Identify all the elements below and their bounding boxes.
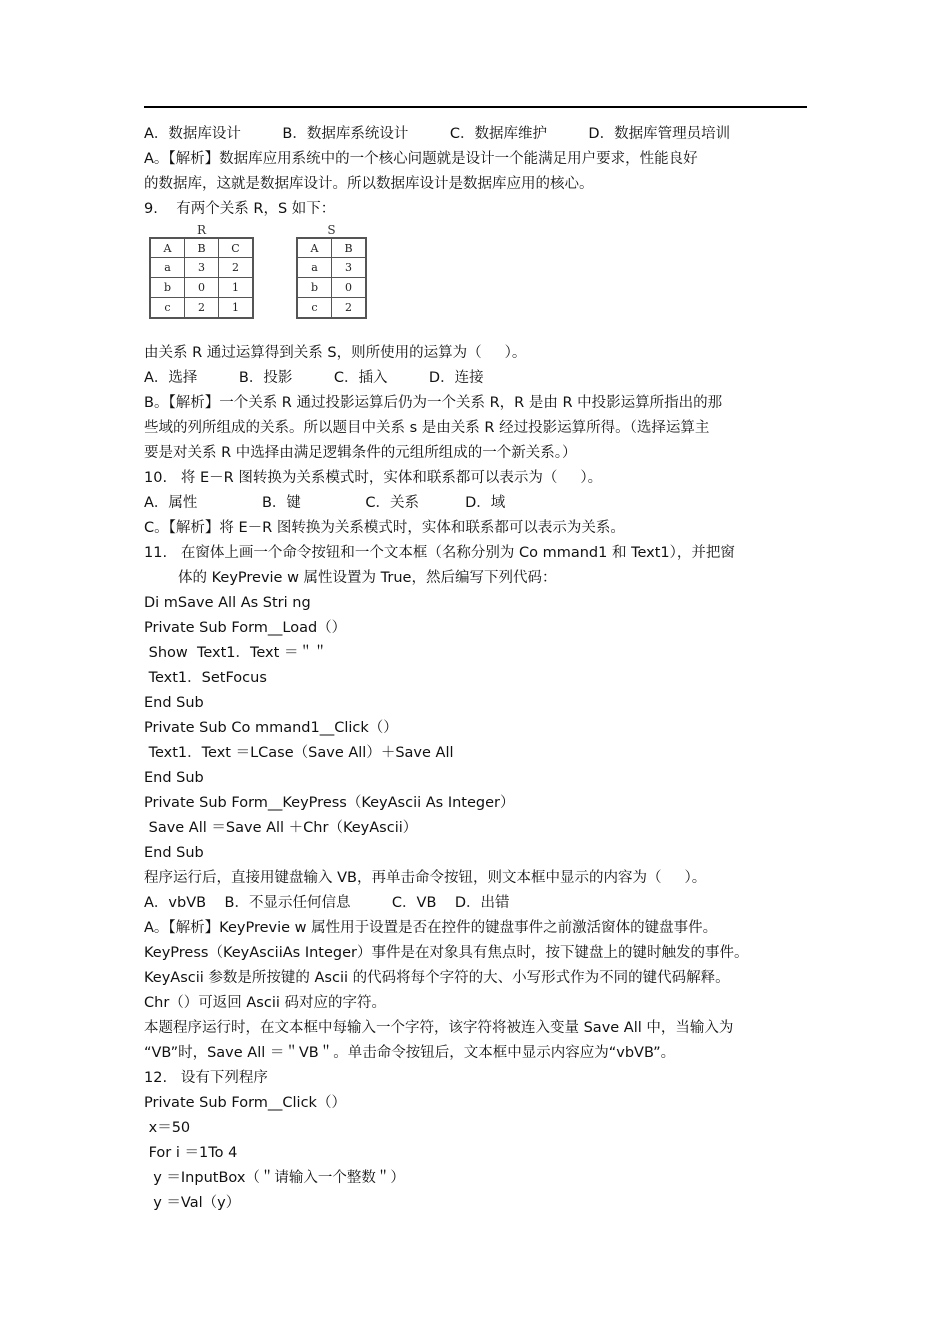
relation-s-table xyxy=(296,237,367,319)
relation-r-table xyxy=(149,237,254,319)
q10-analysis: C。【解析】将 E－R 图转换为关系模式时，实体和联系都可以表示为关系。 xyxy=(144,520,625,536)
q8-options: A．数据库设计 B．数据库系统设计 C．数据库维护 D．数据库管理员培训 xyxy=(144,126,731,142)
code-line: Private Sub Form__Click（） xyxy=(144,1095,346,1111)
q11-stem-2: 体的 KeyPrevie w 属性设置为 True，然后编写下列代码： xyxy=(178,570,557,586)
code-line: Text1．SetFocus xyxy=(144,670,267,686)
relation-s-title: S xyxy=(327,223,336,237)
q9-analysis-1: B。【解析】一个关系 R 通过投影运算后仍为一个关系 R，R 是由 R 中投影运算所指出的那 xyxy=(144,395,723,411)
relation-tables xyxy=(144,223,812,341)
table-cell: a xyxy=(297,258,332,278)
header-rule xyxy=(144,106,807,108)
q9-question: 由关系 R 通过运算得到关系 S，则所使用的运算为（ ）。 xyxy=(144,345,527,361)
table-row xyxy=(150,278,253,298)
table-cell: A xyxy=(150,238,185,258)
table-cell: 2 xyxy=(185,298,219,319)
table-cell: b xyxy=(297,278,332,298)
code-line: Private Sub Co mmand1__Click（） xyxy=(144,720,398,736)
table-cell: 2 xyxy=(332,298,367,319)
table-cell: 0 xyxy=(332,278,367,298)
code-line: y ＝Val（y） xyxy=(144,1195,241,1211)
table-row xyxy=(150,258,253,278)
q11-analysis-2: KeyPress（KeyAsciiAs Integer）事件是在对象具有焦点时，按下键盘上的键时触发的事件。 xyxy=(144,945,749,961)
table-row xyxy=(297,238,366,258)
q11-analysis-3: KeyAscii 参数是所按键的 Ascii 的代码将每个字符的大、小写形式作为不同的键代码解释。 xyxy=(144,970,730,986)
table-row xyxy=(297,298,366,319)
q9-analysis-2: 些域的列所组成的关系。所以题目中关系 s 是由关系 R 经过投影运算所得。（选择运算主 xyxy=(144,420,710,436)
q8-analysis-1: A。【解析】数据库应用系统中的一个核心问题就是设计一个能满足用户要求，性能良好 xyxy=(144,151,698,167)
code-line: x＝50 xyxy=(144,1120,191,1136)
relation-r-title: R xyxy=(196,223,207,237)
table-cell: B xyxy=(185,238,219,258)
table-row xyxy=(150,238,253,258)
code-line: For i ＝1To 4 xyxy=(144,1145,238,1161)
code-line: y ＝InputBox（＂请输入一个整数＂） xyxy=(144,1170,405,1186)
table-cell: c xyxy=(150,298,185,319)
q8-analysis-2: 的数据库，这就是数据库设计。所以数据库设计是数据库应用的核心。 xyxy=(144,176,594,192)
code-line: Text1．Text ＝LCase（Save All）＋Save All xyxy=(144,745,454,761)
code-line: End Sub xyxy=(144,845,204,861)
table-cell: 3 xyxy=(185,258,219,278)
table-cell: 0 xyxy=(185,278,219,298)
table-cell: B xyxy=(332,238,367,258)
table-cell: a xyxy=(150,258,185,278)
table-cell: C xyxy=(219,238,254,258)
table-cell: 1 xyxy=(219,298,254,319)
code-line: Private Sub Form__Load（） xyxy=(144,620,347,636)
table-cell: b xyxy=(150,278,185,298)
q10-stem: 10. 将 E－R 图转换为关系模式时，实体和联系都可以表示为（ ）。 xyxy=(144,470,603,486)
q10-options: A．属性 B．键 C．关系 D．域 xyxy=(144,495,506,511)
q9-options: A．选择 B．投影 C．插入 D．连接 xyxy=(144,370,484,386)
table-row xyxy=(297,258,366,278)
code-line: Save All ＝Save All ＋Chr（KeyAscii） xyxy=(144,820,418,836)
table-cell: c xyxy=(297,298,332,319)
code-line: Show Text1．Text ＝＂＂ xyxy=(144,645,328,661)
q11-question: 程序运行后，直接用键盘输入 VB，再单击命令按钮，则文本框中显示的内容为（ ）。 xyxy=(144,870,707,886)
code-line: Private Sub Form__KeyPress（KeyAscii As Integer） xyxy=(144,795,515,811)
q11-analysis-5: 本题程序运行时，在文本框中每输入一个字符，该字符将被连入变量 Save All 中，当输入为 xyxy=(144,1020,734,1036)
code-line: Di mSave All As Stri ng xyxy=(144,595,311,611)
table-row xyxy=(150,298,253,319)
q11-stem-1: 11. 在窗体上画一个命令按钮和一个文本框（名称分别为 Co mmand1 和 Text1），并把窗 xyxy=(144,545,735,561)
q11-options: A．vbVB B．不显示任何信息 C．VB D．出错 xyxy=(144,895,510,911)
table-cell: 1 xyxy=(219,278,254,298)
relation-r xyxy=(149,223,254,319)
q9-analysis-3: 要是对关系 R 中选择由满足逻辑条件的元组所组成的一个新关系。） xyxy=(144,445,577,461)
q11-analysis-4: Chr（）可返回 Ascii 码对应的字符。 xyxy=(144,995,386,1011)
q9-stem: 9. 有两个关系 R，S 如下： xyxy=(144,201,336,217)
table-cell: 2 xyxy=(219,258,254,278)
code-line: End Sub xyxy=(144,770,204,786)
q12-stem: 12. 设有下列程序 xyxy=(144,1070,268,1086)
q11-analysis-6: “VB”时，Save All ＝＂VB＂。单击命令按钮后，文本框中显示内容应为“vbVB”。 xyxy=(144,1045,676,1061)
document-body xyxy=(144,122,812,1216)
q11-analysis-1: A。【解析】KeyPrevie w 属性用于设置是否在控件的键盘事件之前激活窗体的键盘事件。 xyxy=(144,920,718,936)
table-row xyxy=(297,278,366,298)
table-cell: A xyxy=(297,238,332,258)
table-cell: 3 xyxy=(332,258,367,278)
code-line: End Sub xyxy=(144,695,204,711)
relation-s xyxy=(296,223,367,319)
